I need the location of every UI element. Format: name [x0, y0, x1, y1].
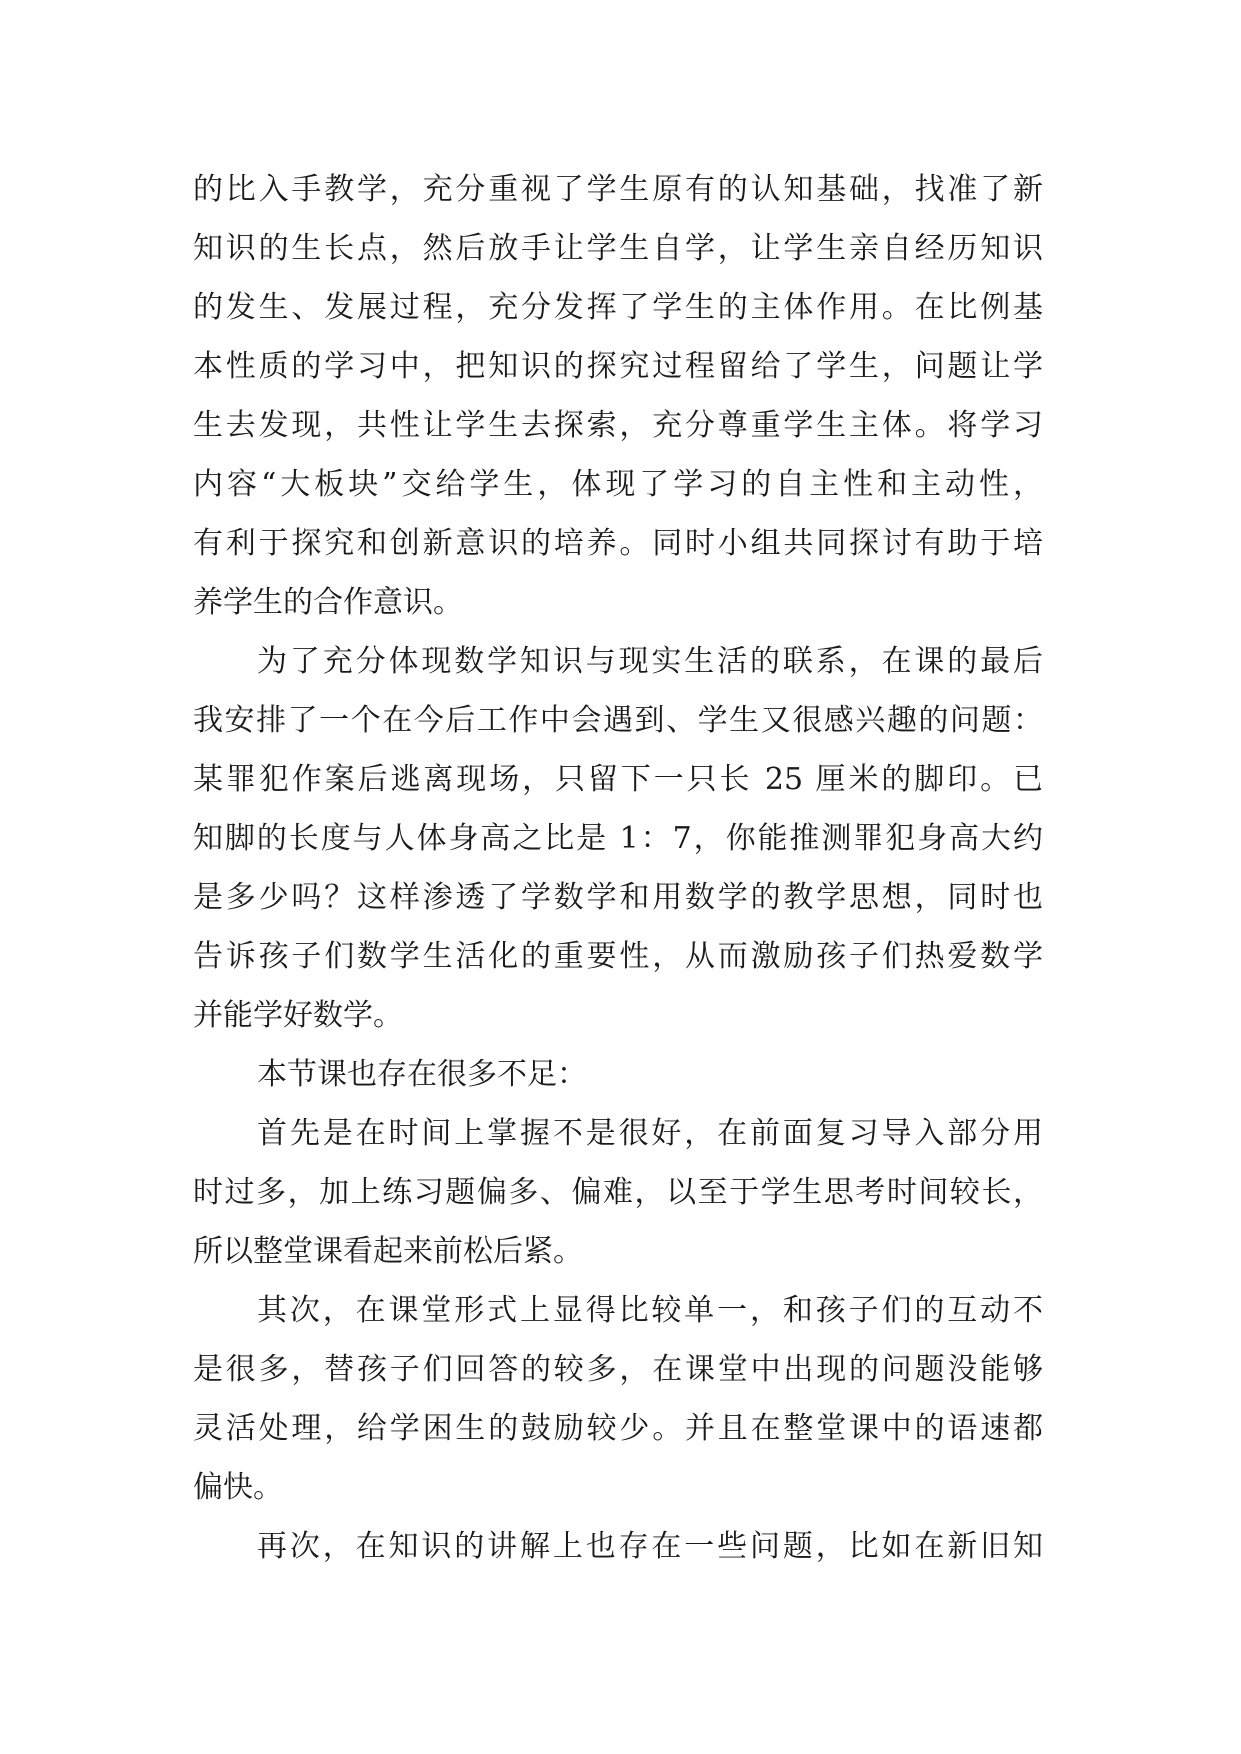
text-line: 知脚的长度与人体身高之比是 1：7，你能推测罪犯身高大约	[193, 821, 1043, 856]
text-line: 生去发现，共性让学生去探索，充分尊重学生主体。将学习	[193, 408, 1043, 443]
text-line: 的比入手教学，充分重视了学生原有的认知基础，找准了新	[193, 172, 1043, 207]
paragraph	[193, 632, 1043, 1045]
text-line: 为了充分体现数学知识与现实生活的联系，在课的最后	[257, 644, 1043, 679]
text-line: 并能学好数学。	[193, 998, 403, 1033]
text-line: 我安排了一个在今后工作中会遇到、学生又很感兴趣的问题：	[193, 703, 1043, 738]
text-line: 灵活处理，给学困生的鼓励较少。并且在整堂课中的语速都	[193, 1411, 1043, 1446]
text-line: 是多少吗？这样渗透了学数学和用数学的教学思想，同时也	[193, 880, 1043, 915]
text-line: 知识的生长点，然后放手让学生自学，让学生亲自经历知识	[193, 231, 1043, 266]
paragraph	[193, 1281, 1043, 1517]
text-line: 的发生、发展过程，充分发挥了学生的主体作用。在比例基	[193, 290, 1043, 325]
text-line: 所以整堂课看起来前松后紧。	[193, 1234, 583, 1269]
text-line: 偏快。	[193, 1470, 283, 1505]
text-line: 首先是在时间上掌握不是很好，在前面复习导入部分用	[257, 1116, 1043, 1151]
text-line: 养学生的合作意识。	[193, 585, 463, 620]
text-line: 是很多，替孩子们回答的较多，在课堂中出现的问题没能够	[193, 1352, 1043, 1387]
text-line: 再次，在知识的讲解上也存在一些问题，比如在新旧知	[257, 1529, 1043, 1564]
paragraph	[193, 1517, 1043, 1576]
text-line: 本节课也存在很多不足：	[257, 1057, 587, 1092]
text-line: 某罪犯作案后逃离现场，只留下一只长 25 厘米的脚印。已	[193, 762, 1043, 797]
paragraph	[193, 160, 1043, 632]
text-line: 本性质的学习中，把知识的探究过程留给了学生，问题让学	[193, 349, 1043, 384]
text-line: 内容“大板块”交给学生，体现了学习的自主性和主动性，	[193, 467, 1043, 502]
text-line: 时过多，加上练习题偏多、偏难，以至于学生思考时间较长，	[193, 1175, 1043, 1210]
paragraph	[193, 1045, 1043, 1104]
text-line: 其次，在课堂形式上显得比较单一，和孩子们的互动不	[257, 1293, 1043, 1328]
body-text	[193, 160, 1043, 1576]
text-line: 告诉孩子们数学生活化的重要性，从而激励孩子们热爱数学	[193, 939, 1043, 974]
paragraph	[193, 1104, 1043, 1281]
text-line: 有利于探究和创新意识的培养。同时小组共同探讨有助于培	[193, 526, 1043, 561]
